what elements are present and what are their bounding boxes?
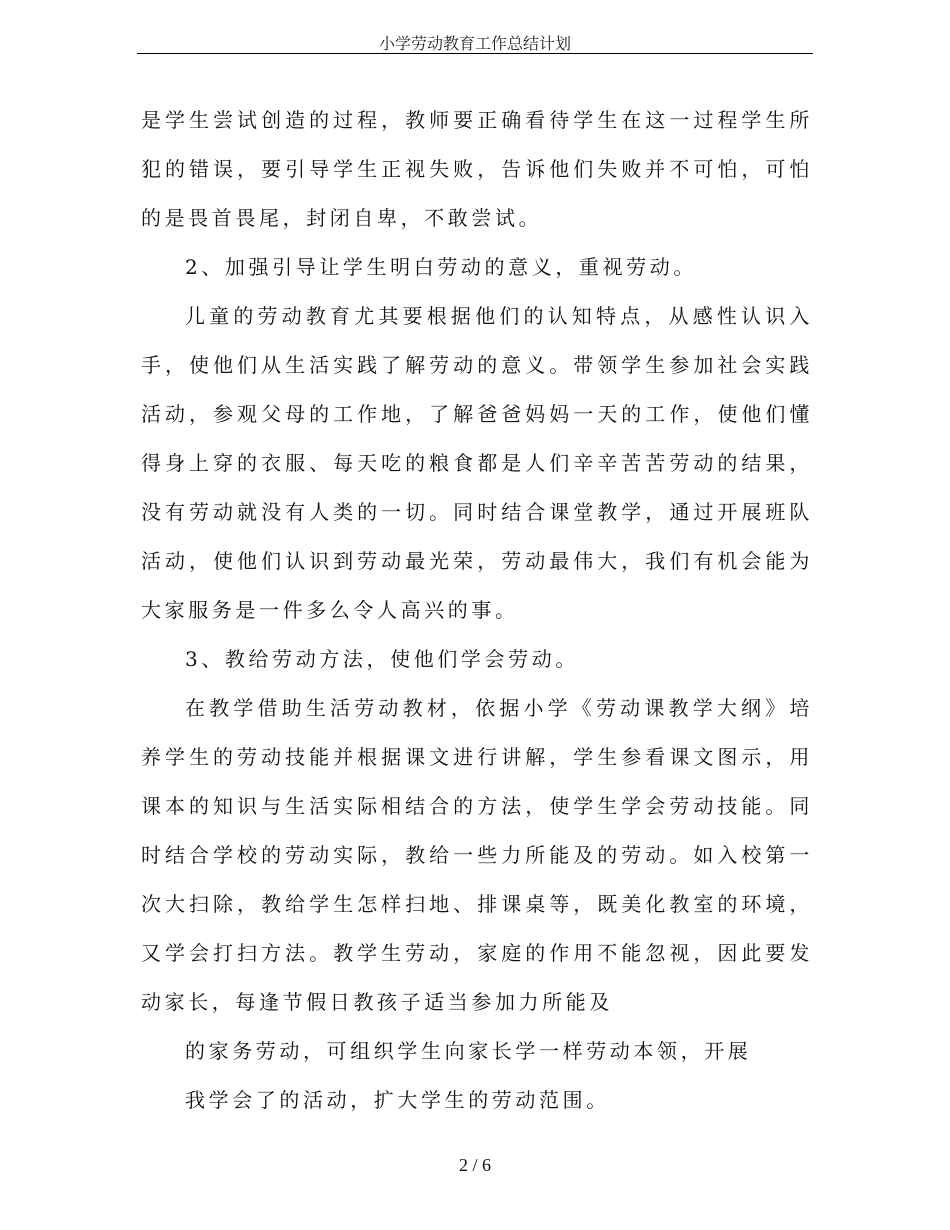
page-number: 2 / 6 bbox=[458, 1155, 491, 1175]
document-body bbox=[141, 96, 813, 1125]
paragraph-housework: 的家务劳动，可组织学生向家长学一样劳动本领，开展 bbox=[185, 1039, 752, 1063]
section-heading-2: 2、加强引导让学生明白劳动的意义，重视劳动。 bbox=[185, 255, 697, 279]
paragraph-continuation: 是学生尝试创造的过程，教师要正确看待学生在这一过程学生所犯的错误，要引导学生正视失败，告诉他们失败并不可怕，可怕的是畏首畏尾，封闭自卑，不敢尝试。 bbox=[141, 108, 813, 230]
paragraph-labor-meaning: 儿童的劳动教育尤其要根据他们的认知特点，从感性认识入手，使他们从生活实践了解劳动的意义。带领学生参加社会实践活动，参观父母的工作地，了解爸爸妈妈一天的工作，使他们懂得身上穿的衣服、每天吃的粮食都是人们辛辛苦苦劳动的结果，没有劳动就没有人类的一切。同时结合课堂教学，通过开展班队活动，使他们认识到劳动最光荣，劳动最伟大，我们有机会能为大家服务是一件多么令人高兴的事。 bbox=[141, 304, 813, 622]
paragraph-labor-methods: 在教学借助生活劳动教材，依据小学《劳动课教学大纲》培养学生的劳动技能并根据课文进行讲解，学生参看课文图示，用课本的知识与生活实际相结合的方法，使学生学会劳动技能。同时结合学校的劳动实际，教给一些力所能及的劳动。如入校第一次大扫除，教给学生怎样扫地、排课桌等，既美化教室的环境，又学会打扫方法。教学生劳动，家庭的作用不能忽视，因此要发动家长，每逢节假日教孩子适当参加力所能及 bbox=[141, 696, 813, 1014]
page-header-title: 小学劳动教育工作总结计划 bbox=[378, 34, 571, 53]
section-heading-3: 3、教给劳动方法，使他们学会劳动。 bbox=[185, 647, 579, 671]
paragraph-activity: 我学会了的活动，扩大学生的劳动范围。 bbox=[185, 1088, 610, 1112]
header-divider bbox=[137, 53, 813, 54]
